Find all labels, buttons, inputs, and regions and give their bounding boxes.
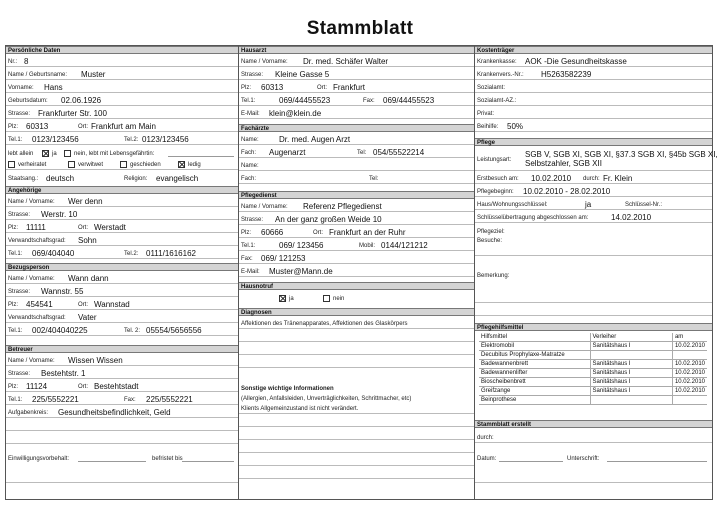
angehoerige-plz[interactable]: 11111 xyxy=(26,223,46,232)
pflegedienst-name[interactable]: Referenz Pflegedienst xyxy=(303,202,382,211)
table-cell: 10.02.2010 xyxy=(672,387,707,396)
form-frame xyxy=(5,45,718,500)
angehoerige-strasse[interactable]: Werstr. 10 xyxy=(41,210,78,219)
facharzt-fach[interactable]: Augenarzt xyxy=(269,148,306,157)
row-geburtsdatum: Geburtsdatum: 02.06.1926 xyxy=(6,94,238,106)
bezug-strasse[interactable]: Wannstr. 55 xyxy=(41,287,84,296)
section-fachaerzte: Fachärzte xyxy=(239,124,474,132)
table-row xyxy=(479,360,707,369)
hilfsmittel-table xyxy=(479,333,707,405)
column-middle: Hausarzt Name / Vorname: Dr. med. Schäfer Walter Strasse: Kleine Gasse 5 Plz: 60313 Ort: Frankfurt Tel.1: 069/44455523 Fax: 069/44455523 E-Mail: klein@klein.de Fachärzte Name: Dr. med. Augen Arzt Fach: Augenarzt Tel: 054/55522214 Name: Fach: Tel: Pflegedienst Name / Vorname: Referenz Pflegedienst Strasse: An der ganz großen Weide 10 Plz: 60666 Ort: Frankfurt an der Ruhr Tel.1: 069/ 123456 Mobil: 0144/121212 Fax: 069/ 121253 E-Mail: Muster@Mann.de Hausnotruf ja nein Diagnosen Affektionen des Tränenapparates, Affektionen des Glaskörpers Sonstige wichtige Informationen (Allergien, Anfallsleiden, Unverträglichkeiten, Schrittmacher, etc) Klients Allgemeinzustand ist nicht verändert. xyxy=(239,46,475,499)
section-diagnosen: Diagnosen xyxy=(239,308,474,316)
table-row xyxy=(479,378,707,387)
table-header-row xyxy=(479,333,707,342)
verwitwet-checkbox[interactable] xyxy=(68,161,75,168)
facharzt-tel[interactable]: 054/55522214 xyxy=(373,148,425,157)
row-plz-ort: Plz: 60313 Ort: Frankfurt am Main xyxy=(6,120,238,132)
row-lebt-allein: lebt allein ja nein, lebt mit Lebensgefährtin: xyxy=(6,146,238,158)
bezug-ort[interactable]: Wannstad xyxy=(94,300,130,309)
hausnotruf-nein-checkbox[interactable] xyxy=(323,295,330,302)
lebt-allein-nein-checkbox[interactable] xyxy=(64,150,71,157)
leistungsart-line2[interactable]: Selbstzahler, SGB XII xyxy=(525,159,602,168)
schluessel-value[interactable]: ja xyxy=(585,200,592,209)
krankenkasse-value[interactable]: AOK -Die Gesundheitskasse xyxy=(525,57,627,66)
betreuer-ort[interactable]: Bestehtstadt xyxy=(94,382,139,391)
section-pflege: Pflege xyxy=(475,138,712,146)
hausarzt-name[interactable]: Dr. med. Schäfer Walter xyxy=(303,57,389,66)
table-row xyxy=(479,369,707,378)
table-cell xyxy=(672,396,707,405)
sonstige-value[interactable]: Klients Allgemeinzustand ist nicht verändert. xyxy=(241,406,359,412)
section-angehoerige: Angehörige xyxy=(6,186,238,194)
table-cell xyxy=(590,351,672,360)
table-cell: Beinprothese xyxy=(479,396,590,405)
section-pflegedienst: Pflegedienst xyxy=(239,191,474,199)
bezug-verwandtschaft[interactable]: Vater xyxy=(78,313,97,322)
angehoerige-verwandtschaft[interactable]: Sohn xyxy=(78,236,97,245)
row-einwilligung: Einwilligungsvorbehalt: befristet bis xyxy=(6,451,238,463)
leistungsart-line1[interactable]: SGB V, SGB XI, SGB XI, §37.3 SGB XI, §45b SGB XI, xyxy=(525,150,718,159)
betreuer-aufgabenkreis[interactable]: Gesundheitsbefindlichkeit, Geld xyxy=(58,408,171,417)
table-cell: Elektromobil xyxy=(479,342,590,351)
strasse-value[interactable]: Frankfurter Str. 100 xyxy=(38,109,107,118)
betreuer-plz[interactable]: 11124 xyxy=(26,382,48,391)
diagnose-text[interactable]: Affektionen des Tränenapparates, Affektionen des Glaskörpers xyxy=(241,321,408,327)
hausnotruf-ja-checkbox[interactable] xyxy=(279,295,286,302)
column-right: Kostenträger Krankenkasse: AOK -Die Gesundheitskasse Krankenvers.-Nr.: H5263582239 Sozialamt: Sozialamt-AZ.: Privat: Beihilfe: 50% Pflege Leistungsart: SGB V, SGB XI, SGB XI, §37.3 SGB XI, §45b SGB XI, Selbstzahler, SGB XII Erstbesuch am: 10.02.2010 durch: Fr. Klein Pflegebeginn: 10.02.2010 - 28.02.2010 Haus/Wohnungsschlüssel: ja Schlüssel-Nr.: Schlüsselübertragung abgeschlossen am: 14.02.2010 Pflegeziel: Besuche: Bemerkung: Pflegehilfsmittel Hilfsmittel Verleiher am Elektromobil Sanitätshaus I 10.02.2010 Decubitus Prophylaxe-Matratze Badewannenbrett Sanitätshaus I 10.02.2010 Badewannenlifter Sanitätshaus I 10.02.2010 Bioscheibenbrett Sanitätshaus I 10.02.2010 Greifzange Sanitätshaus I 10.02.2010 Beinprothese Stammblatt erstellt durch: Datum: Unterschrift: xyxy=(475,46,712,499)
table-cell: Sanitätshaus I xyxy=(590,378,672,387)
table-cell: Sanitätshaus I xyxy=(590,360,672,369)
bezug-plz[interactable]: 454541 xyxy=(26,300,53,309)
angehoerige-ort[interactable]: Werstadt xyxy=(94,223,126,232)
plz-value[interactable]: 60313 xyxy=(26,122,49,131)
section-hausarzt: Hausarzt xyxy=(239,46,474,54)
section-persoenliche-daten: Persönliche Daten xyxy=(6,46,238,54)
staatsang-value[interactable]: deutsch xyxy=(46,174,75,183)
angehoerige-tel2[interactable]: 0111/1616162 xyxy=(146,249,196,258)
religion-value[interactable]: evangelisch xyxy=(156,174,199,183)
pflegedienst-fax[interactable]: 069/ 121253 xyxy=(261,254,306,263)
row-name: Name / Geburtsname: Muster xyxy=(6,68,238,80)
bezug-name[interactable]: Wann dann xyxy=(68,274,109,283)
pflegedienst-mobil[interactable]: 0144/121212 xyxy=(381,241,428,250)
hausarzt-tel[interactable]: 069/44455523 xyxy=(279,96,331,105)
row-strasse: Strasse: Frankfurter Str. 100 xyxy=(6,107,238,119)
betreuer-fax[interactable]: 225/5552221 xyxy=(146,395,193,404)
betreuer-tel1[interactable]: 225/5552221 xyxy=(32,395,79,404)
angehoerige-name[interactable]: Wer denn xyxy=(68,197,103,206)
hausarzt-strasse[interactable]: Kleine Gasse 5 xyxy=(275,70,330,79)
row-vorname: Vorname: Hans xyxy=(6,81,238,93)
table-cell: Sanitätshaus I xyxy=(590,387,672,396)
angehoerige-tel1[interactable]: 069/404040 xyxy=(32,249,75,258)
erstbesuch-durch[interactable]: Fr. Klein xyxy=(603,174,633,183)
table-row xyxy=(479,387,707,396)
pflegebeginn-value[interactable]: 10.02.2010 - 28.02.2010 xyxy=(523,187,611,196)
facharzt-name[interactable]: Dr. med. Augen Arzt xyxy=(279,135,351,144)
section-hausnotruf: Hausnotruf xyxy=(239,282,474,290)
nr-value[interactable]: 8 xyxy=(24,57,29,66)
table-cell xyxy=(672,351,707,360)
hausarzt-email[interactable]: klein@klein.de xyxy=(269,109,322,118)
table-cell: 10.02.2010 xyxy=(672,342,707,351)
row-familienstand: verheiratet verwitwet geschieden ledig xyxy=(6,158,238,170)
vorname-value[interactable]: Hans xyxy=(44,83,63,92)
betreuer-name[interactable]: Wissen Wissen xyxy=(68,356,123,365)
page-title: Stammblatt xyxy=(306,18,414,39)
row-nr: Nr.: 8 xyxy=(6,55,238,67)
table-cell: 10.02.2010 xyxy=(672,378,707,387)
section-kostentraeger: Kostenträger xyxy=(475,46,712,54)
section-bezugsperson: Bezugsperson xyxy=(6,263,238,271)
column-left: Persönliche Daten Nr.: 8 Name / Geburtsname: Muster Vorname: Hans Geburtsdatum: 02.06.1926 Strasse: Frankfurter Str. 100 Plz: 60313 Ort: Frankfurt am Main Tel.1: 0123/123456 Tel.2: 0123/123456 lebt allein ja nein, lebt mit Lebensgefährtin: verheiratet verwitwet geschieden ledig Staatsang.: deutsch Religion: evangelisch Angehörige Name / Vorname: Wer denn Strasse: Werstr. 10 Plz: 11111 Ort: Werstadt Verwandtschaftsgrad: Sohn Tel.1: 069/404040 Tel.2: 0111/1616162 Bezugsperson Name / Vorname: Wann dann Strasse: Wannstr. 55 Plz: 454541 Ort: Wannstad Verwandtschaftsgrad: Vater Tel.1: 002/404040225 Tel. 2: 05554/5656556 Betreuer Name / Vorname: Wissen Wissen Strasse: Bestehtstr. 1 Plz: 11124 Ort: Bestehtstadt Tel.1: 225/5552221 Fax: 225/5552221 Aufgabenkreis: Gesundheitsbefindlichkeit, Geld Einwilligungsvorbehalt: befristet bis xyxy=(6,46,239,499)
schl-ueber-value[interactable]: 14.02.2010 xyxy=(611,213,652,222)
name-value[interactable]: Muster xyxy=(81,70,106,79)
hausarzt-ort[interactable]: Frankfurt xyxy=(333,83,366,92)
row-tel: Tel.1: 0123/123456 Tel.2: 0123/123456 xyxy=(6,133,238,145)
geburtsdatum-value[interactable]: 02.06.1926 xyxy=(61,96,102,105)
table-row xyxy=(479,342,707,351)
sonstige-title: Sonstige wichtige Informationen xyxy=(241,386,334,392)
table-cell: Bioscheibenbrett xyxy=(479,378,590,387)
table-cell: 10.02.2010 xyxy=(672,360,707,369)
table-cell: 10.02.2010 xyxy=(672,369,707,378)
tel2-value[interactable]: 0123/123456 xyxy=(142,135,189,144)
tel1-value[interactable]: 0123/123456 xyxy=(32,135,79,144)
pflegedienst-ort[interactable]: Frankfurt an der Ruhr xyxy=(329,228,406,237)
table-cell: Badewannenlifter xyxy=(479,369,590,378)
geschieden-checkbox[interactable] xyxy=(120,161,127,168)
bezug-tel1[interactable]: 002/404040225 xyxy=(32,326,88,335)
krankenvers-value[interactable]: H5263582239 xyxy=(541,70,592,79)
ort-value[interactable]: Frankfurt am Main xyxy=(91,122,156,131)
ledig-checkbox[interactable] xyxy=(178,161,185,168)
bezug-tel2[interactable]: 05554/5656556 xyxy=(146,326,202,335)
table-row xyxy=(479,396,707,405)
table-cell: Greifzange xyxy=(479,387,590,396)
table-cell: Decubitus Prophylaxe-Matratze xyxy=(479,351,590,360)
section-pflegehilfsmittel: Pflegehilfsmittel xyxy=(475,323,712,331)
hausarzt-plz[interactable]: 60313 xyxy=(261,83,284,92)
erstbesuch-value[interactable]: 10.02.2010 xyxy=(531,174,572,183)
pflegedienst-email[interactable]: Muster@Mann.de xyxy=(269,267,333,276)
table-cell: Badewannenbrett xyxy=(479,360,590,369)
lebt-allein-ja-checkbox[interactable] xyxy=(42,150,49,157)
table-row xyxy=(479,351,707,360)
beihilfe-value[interactable]: 50% xyxy=(507,122,524,131)
pflegedienst-tel[interactable]: 069/ 123456 xyxy=(279,241,324,250)
pflegedienst-strasse[interactable]: An der ganz großen Weide 10 xyxy=(275,215,382,224)
table-cell xyxy=(590,396,672,405)
table-cell: am xyxy=(672,333,707,342)
section-betreuer: Betreuer xyxy=(6,345,238,353)
pflegedienst-plz[interactable]: 60666 xyxy=(261,228,284,237)
table-cell: Sanitätshaus I xyxy=(590,342,672,351)
table-cell: Hilfsmittel xyxy=(479,333,590,342)
row-staatsang: Staatsang.: deutsch Religion: evangelisch xyxy=(8,174,199,183)
table-cell: Sanitätshaus I xyxy=(590,369,672,378)
hausarzt-fax[interactable]: 069/44455523 xyxy=(383,96,435,105)
section-stammblatt-erstellt: Stammblatt erstellt xyxy=(475,420,712,428)
table-cell: Verleiher xyxy=(590,333,672,342)
verheiratet-checkbox[interactable] xyxy=(8,161,15,168)
betreuer-strasse[interactable]: Bestehtstr. 1 xyxy=(41,369,86,378)
